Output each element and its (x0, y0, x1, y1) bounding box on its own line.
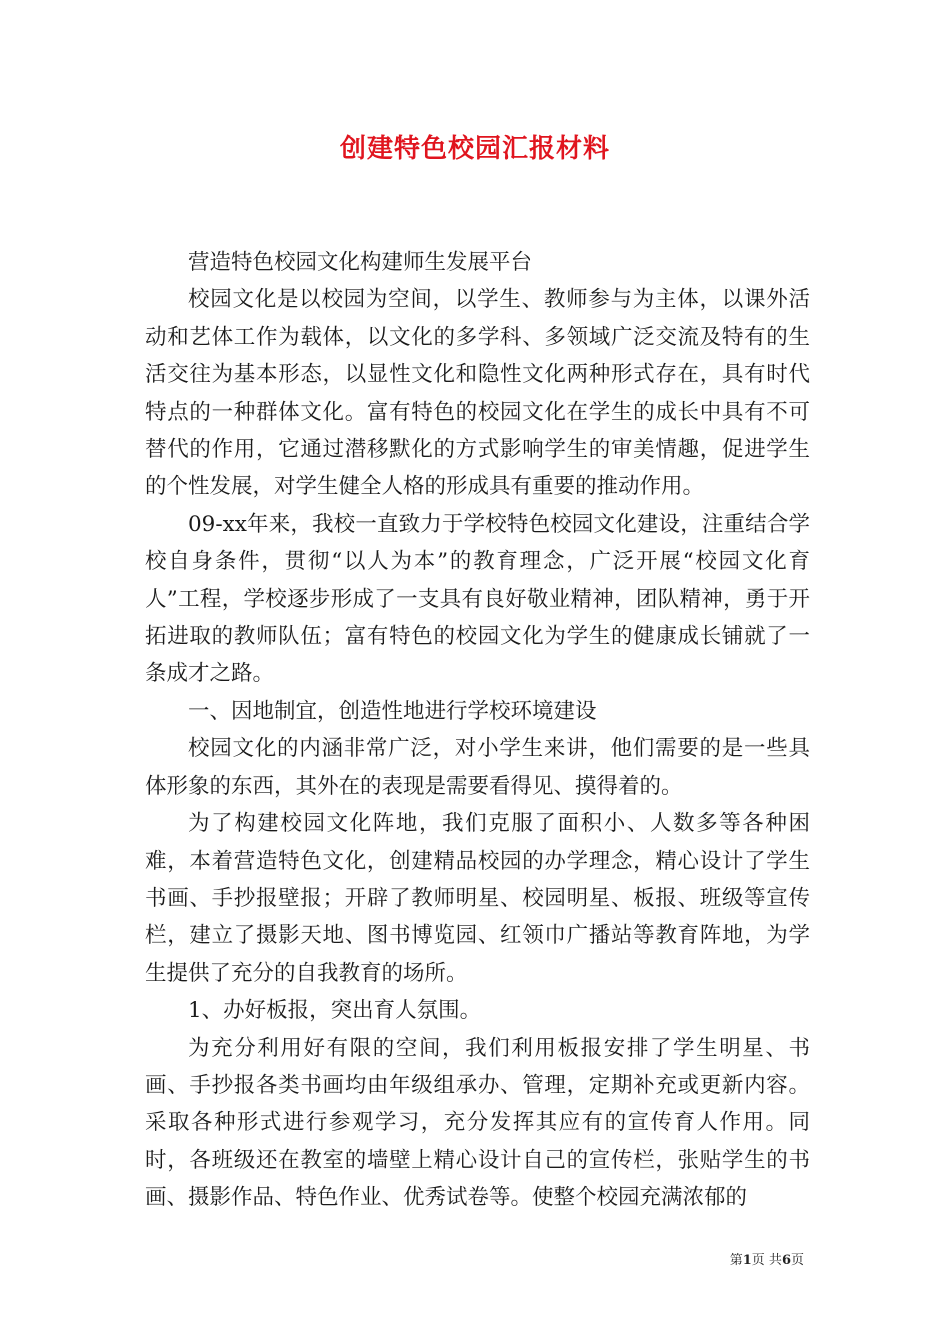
document-title: 创建特色校园汇报材料 (339, 134, 610, 164)
footer-total-pages: 6 (781, 1253, 791, 1268)
paragraph: 09-xx年来，我校一直致力于学校特色校园文化建设，注重结合学校自身条件，贯彻“以人为本”的教育理念，广泛开展“校园文化育人”工程，学校逐步形成了一支具有良好敬业精神，团队精神，勇于开拓进取的教师队伍；富有特色的校园文化为学生的健康成长铺就了一条成才之路。 (145, 511, 810, 687)
footer-prefix: 第 (729, 1253, 743, 1268)
document-body (145, 244, 810, 1217)
paragraph: 校园文化的内涵非常广泛，对小学生来讲，他们需要的是一些具体形象的东西，其外在的表现是需要看得见、摸得着的。 (145, 736, 810, 799)
paragraph: 为了构建校园文化阵地，我们克服了面积小、人数多等各种困难，本着营造特色文化，创建精品校园的办学理念，精心设计了学生书画、手抄报壁报；开辟了教师明星、校园明星、板报、班级等宣传栏，建立了摄影天地、图书博览园、红领巾广播站等教育阵地，为学生提供了充分的自我教育的场所。 (145, 811, 810, 986)
footer-suffix: 页 (790, 1253, 804, 1268)
page-footer (730, 1249, 804, 1268)
paragraph-subtitle: 营造特色校园文化构建师生发展平台 (188, 250, 533, 275)
paragraph: 为充分利用好有限的空间，我们利用板报安排了学生明星、书画、手抄报各类书画均由年级组承办、管理，定期补充或更新内容。采取各种形式进行参观学习，充分发挥其应有的宣传育人作用。同时，各班级还在教室的墙壁上精心设计自己的宣传栏，张贴学生的书画、摄影作品、特色作业、优秀试卷等。使整个校园充满浓郁的 (145, 1035, 810, 1211)
footer-page-number: 1 (742, 1253, 752, 1268)
paragraph: 校园文化是以校园为空间，以学生、教师参与为主体，以课外活动和艺体工作为载体，以文化的多学科、多领域广泛交流及特有的生活交往为基本形态，以显性文化和隐性文化两种形式存在，具有时代特点的一种群体文化。富有特色的校园文化在学生的成长中具有不可替代的作用，它通过潜移默化的方式影响学生的审美情趣，促进学生的个性发展，对学生健全人格的形成具有重要的推动作用。 (145, 287, 810, 500)
footer-middle: 页 共 (751, 1253, 782, 1268)
section-heading: 一、因地制宜，创造性地进行学校环境建设 (188, 698, 597, 724)
subsection-heading: 1、办好板报，突出育人氛围。 (188, 998, 482, 1024)
